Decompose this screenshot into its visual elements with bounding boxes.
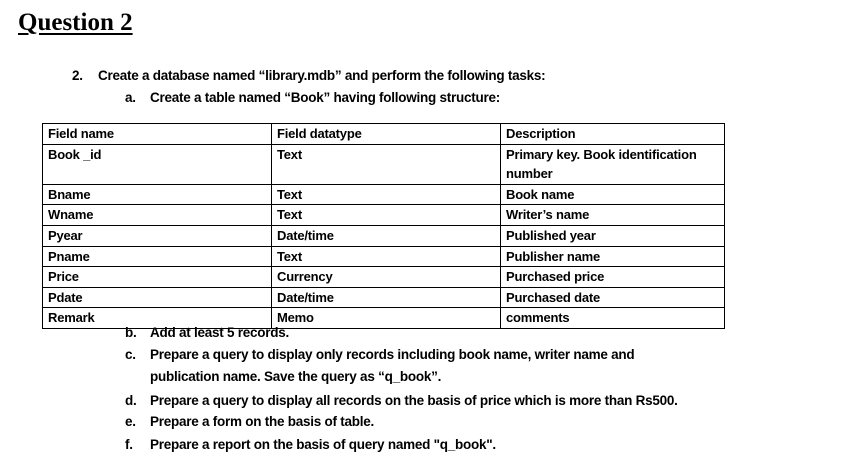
field-name-cell: Remark bbox=[43, 308, 272, 329]
task-d-text: Prepare a query to display all records on the basis of price which is more than Rs500. bbox=[150, 393, 678, 408]
task-e-label: e. bbox=[125, 414, 136, 429]
task-b-label: b. bbox=[125, 325, 137, 340]
task-c-text-line-1: Prepare a query to display only records including book name, writer name and bbox=[150, 347, 635, 362]
table-row bbox=[43, 225, 725, 246]
field-name-cell: Pyear bbox=[43, 225, 272, 246]
task-a-text: Create a table named “Book” having following structure: bbox=[150, 90, 501, 105]
table-row-continuation bbox=[43, 164, 725, 184]
field-name-cell: Pname bbox=[43, 246, 272, 267]
task-c-text-line-2: publication name. Save the query as “q_book”. bbox=[150, 369, 442, 384]
task-d-label: d. bbox=[125, 393, 137, 408]
description-cell-continued: number bbox=[501, 164, 725, 184]
table-row bbox=[43, 184, 725, 205]
field-datatype-cell: Text bbox=[272, 144, 501, 164]
table-row bbox=[43, 144, 725, 164]
description-cell: Purchased price bbox=[501, 267, 725, 288]
field-name-cell: Bname bbox=[43, 184, 272, 205]
field-datatype-cell: Memo bbox=[272, 308, 501, 329]
task-c-label: c. bbox=[125, 347, 136, 362]
header-field-datatype: Field datatype bbox=[272, 124, 501, 145]
table-header-row bbox=[43, 124, 725, 145]
description-cell: Primary key. Book identification bbox=[501, 144, 725, 164]
task-f-text: Prepare a report on the basis of query named "q_book". bbox=[150, 437, 496, 452]
header-field-name: Field name bbox=[43, 124, 272, 145]
field-datatype-cell: Text bbox=[272, 205, 501, 226]
book-structure-table bbox=[42, 123, 725, 329]
description-cell: Writer’s name bbox=[501, 205, 725, 226]
table-row bbox=[43, 205, 725, 226]
table-row bbox=[43, 308, 725, 329]
task-f-label: f. bbox=[125, 437, 133, 452]
question-number: 2. bbox=[72, 68, 83, 83]
field-name-cell: Book _id bbox=[43, 144, 272, 164]
description-cell: comments bbox=[501, 308, 725, 329]
field-name-cell: Price bbox=[43, 267, 272, 288]
task-e-text: Prepare a form on the basis of table. bbox=[150, 414, 375, 429]
description-cell: Published year bbox=[501, 225, 725, 246]
field-datatype-cell: Text bbox=[272, 246, 501, 267]
field-datatype-cell: Date/time bbox=[272, 287, 501, 308]
field-name-cell: Pdate bbox=[43, 287, 272, 308]
table-row bbox=[43, 246, 725, 267]
question-heading: Question 2 bbox=[18, 9, 133, 36]
field-datatype-cell: Currency bbox=[272, 267, 501, 288]
table-row bbox=[43, 287, 725, 308]
field-datatype-cell: Date/time bbox=[272, 225, 501, 246]
question-text: Create a database named “library.mdb” and perform the following tasks: bbox=[98, 68, 546, 83]
description-cell: Publisher name bbox=[501, 246, 725, 267]
description-cell: Purchased date bbox=[501, 287, 725, 308]
field-name-cell: Wname bbox=[43, 205, 272, 226]
description-cell: Book name bbox=[501, 184, 725, 205]
field-datatype-cell: Text bbox=[272, 184, 501, 205]
task-b-text: Add at least 5 records. bbox=[150, 325, 290, 340]
table-row bbox=[43, 267, 725, 288]
header-description: Description bbox=[501, 124, 725, 145]
task-a-label: a. bbox=[125, 90, 136, 105]
